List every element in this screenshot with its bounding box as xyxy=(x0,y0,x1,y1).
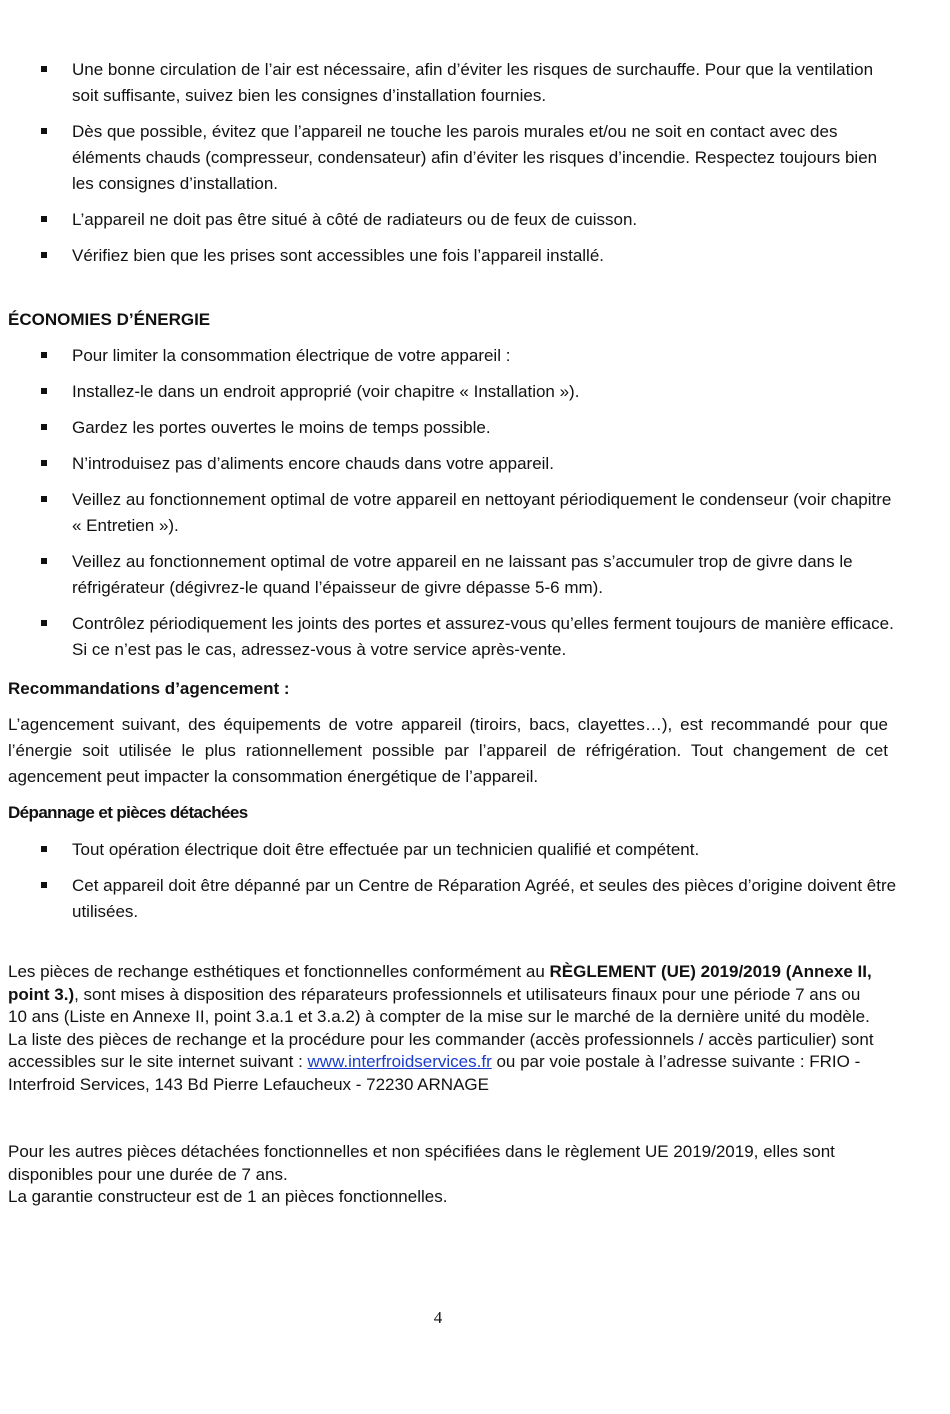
square-bullet-icon xyxy=(41,460,47,466)
square-bullet-icon xyxy=(41,66,47,72)
list-item: Dès que possible, évitez que l’appareil ne touche les parois murales et/ou ne soit en contact avec des éléments chauds (compresseur, condensateur) afin d’éviter les risques d’incendie. Respectez toujours bien les consignes d’installation. xyxy=(0,119,950,197)
list-item: Installez-le dans un endroit approprié (voir chapitre « Installation »). xyxy=(0,379,950,405)
list-item: Cet appareil doit être dépanné par un Centre de Réparation Agréé, et seules des pièces d’origine doivent être utilisées. xyxy=(0,873,950,925)
installation-bullet-list xyxy=(0,57,950,279)
square-bullet-icon xyxy=(41,496,47,502)
repair-bullet-list xyxy=(0,837,950,935)
list-item: Tout opération électrique doit être effectuée par un technicien qualifié et compétent. xyxy=(0,837,950,863)
list-item: L’appareil ne doit pas être situé à côté de radiateurs ou de feux de cuisson. xyxy=(0,207,950,233)
list-item: Gardez les portes ouvertes le moins de temps possible. xyxy=(0,415,950,441)
list-item: Une bonne circulation de l’air est nécessaire, afin d’éviter les risques de surchauffe. Pour que la ventilation soit suffisante, suivez bien les consignes d’installation fournies. xyxy=(0,57,950,109)
list-item: Pour limiter la consommation électrique de votre appareil : xyxy=(0,343,950,369)
square-bullet-icon xyxy=(41,216,47,222)
regulation-reference: RÈGLEMENT (UE) 2019/2019 (Annexe II, point 3.) xyxy=(8,962,872,1004)
repair-section-title: Dépannage et pièces détachées xyxy=(8,803,248,822)
square-bullet-icon xyxy=(41,558,47,564)
page-number: 4 xyxy=(433,1308,443,1327)
square-bullet-icon xyxy=(41,882,47,888)
layout-recommendations-text: L’agencement suivant, des équipements de votre appareil (tiroirs, bacs, clayettes…), est recommandé pour que l’énergie soit utilisée le plus rationnellement possible par l’appareil de réfrigération. Tout changement de cet agencement peut impacter la consommation énergétique de l’appareil. xyxy=(8,715,888,786)
list-item: Veillez au fonctionnement optimal de votre appareil en nettoyant périodiquement le condenseur (voir chapitre « Entretien »). xyxy=(0,487,950,539)
square-bullet-icon xyxy=(41,252,47,258)
spare-parts-paragraph: Les pièces de rechange esthétiques et fonctionnelles conformément au RÈGLEMENT (UE) 2019/2019 (Annexe II, point 3.), sont mises à disposition des réparateurs professionnels et utilisateurs finaux pour une période 7 ans ou 10 ans (Liste en Annexe II, point 3.a.1 et 3.a.2) à compter de la mise sur le marché de la dernière unité du modèle. La liste des pièces de rechange et la procédure pour les commander (accès professionnels / accès particulier) sont accessibles sur le site internet suivant : www.interfroidservices.fr ou par voie postale à l’adresse suivante : FRIO - Interfroid Services, 143 Bd Pierre Lefaucheux - 72230 ARNAGE xyxy=(8,962,874,1094)
list-item: Vérifiez bien que les prises sont accessibles une fois l’appareil installé. xyxy=(0,243,950,269)
list-item: N’introduisez pas d’aliments encore chauds dans votre appareil. xyxy=(0,451,950,477)
interfroid-services-link[interactable]: www.interfroidservices.fr xyxy=(307,1052,492,1071)
energy-section-title: ÉCONOMIES D’ÉNERGIE xyxy=(8,310,211,329)
square-bullet-icon xyxy=(41,352,47,358)
list-item: Veillez au fonctionnement optimal de votre appareil en ne laissant pas s’accumuler trop de givre dans le réfrigérateur (dégivrez-le quand l’épaisseur de givre dépasse 5-6 mm). xyxy=(0,549,950,601)
square-bullet-icon xyxy=(41,620,47,626)
square-bullet-icon xyxy=(41,388,47,394)
square-bullet-icon xyxy=(41,424,47,430)
square-bullet-icon xyxy=(41,846,47,852)
square-bullet-icon xyxy=(41,128,47,134)
other-parts-paragraph: Pour les autres pièces détachées fonctionnelles et non spécifiées dans le règlement UE 2019/2019, elles sont disponibles pour une durée de 7 ans. La garantie constructeur est de 1 an pièces fonctionnelles. xyxy=(8,1142,835,1206)
energy-bullet-list xyxy=(0,343,950,673)
list-item: Contrôlez périodiquement les joints des portes et assurez-vous qu’elles ferment toujours de manière efficace. Si ce n’est pas le cas, adressez-vous à votre service après-vente. xyxy=(0,611,950,663)
layout-recommendations-title: Recommandations d’agencement : xyxy=(8,679,290,698)
